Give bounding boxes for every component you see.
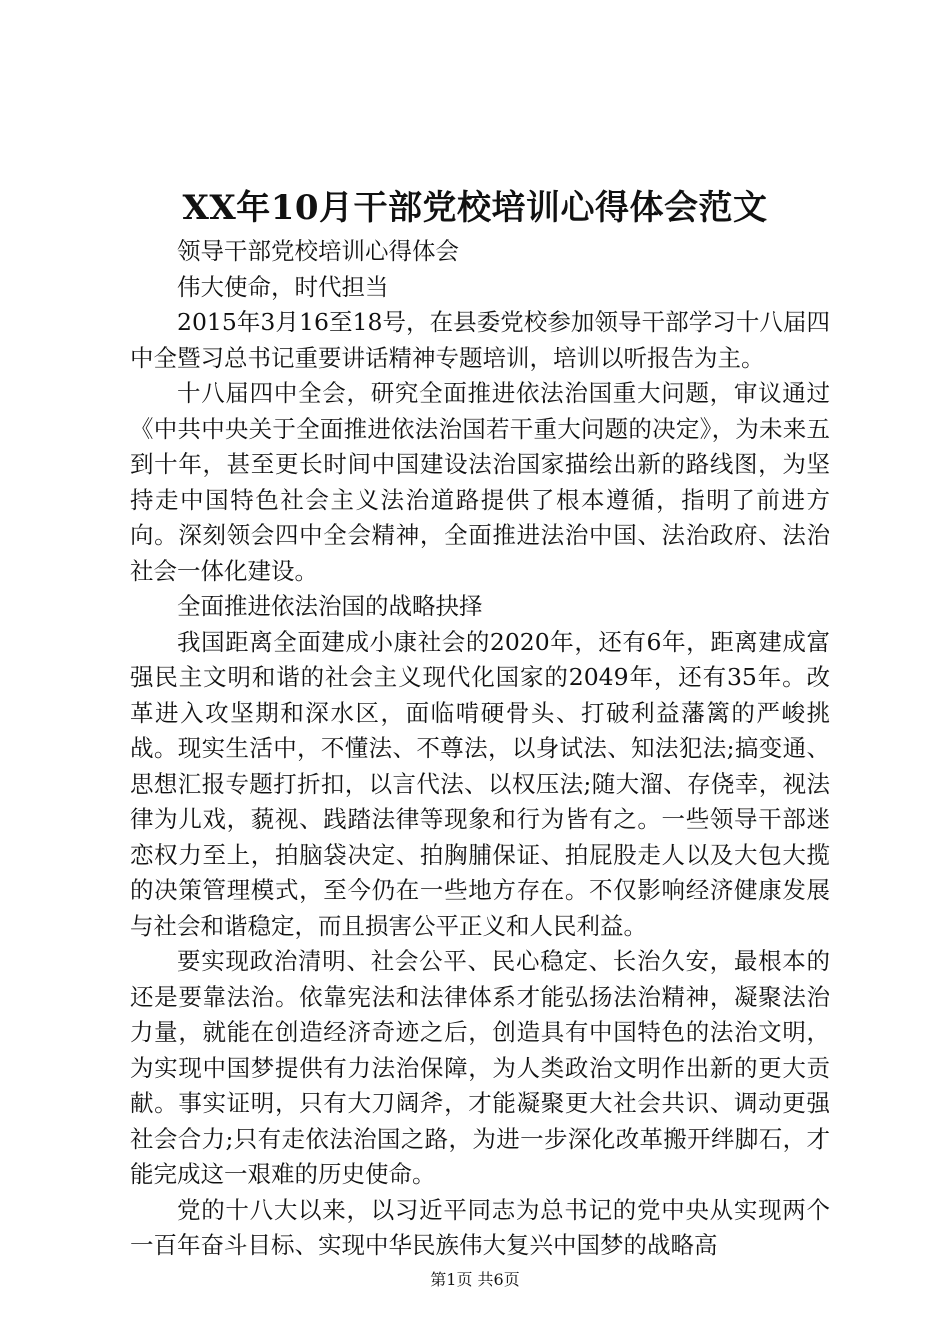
paragraph-heading: 全面推进依法治国的战略抉择	[177, 592, 483, 620]
document-title: XX年10月干部党校培训心得体会范文	[182, 188, 768, 228]
paragraph: 2015年3月16至18号，在县委党校参加领导干部学习十八届四中全暨习总书记重要讲话精神专题培训，培训以听报告为主。	[130, 308, 830, 372]
paragraph: 党的十八大以来，以习近平同志为总书记的党中央从实现两个一百年奋斗目标、实现中华民族伟大复兴中国梦的战略高	[130, 1195, 830, 1259]
paragraph-subtitle: 领导干部党校培训心得体会	[177, 237, 459, 265]
paragraph-heading: 伟大使命，时代担当	[177, 272, 389, 301]
paragraph: 要实现政治清明、社会公平、民心稳定、长治久安，最根本的还是要靠法治。依靠宪法和法律体系才能弘扬法治精神，凝聚法治力量，就能在创造经济奇迹之后，创造具有中国特色的法治文明，为实现中国梦提供有力法治保障，为人类政治文明作出新的更大贡献。事实证明，只有大刀阔斧，才能凝聚更大社会共识、调动更强社会合力;只有走依法治国之路，为进一步深化改革搬开绊脚石，才能完成这一艰难的历史使命。	[130, 947, 830, 1188]
document-body	[130, 234, 830, 1264]
page-footer: 第1页 共6页	[430, 1270, 520, 1289]
paragraph: 十八届四中全会，研究全面推进依法治国重大问题，审议通过《中共中央关于全面推进依法治国若干重大问题的决定》，为未来五到十年，甚至更长时间中国建设法治国家描绘出新的路线图，为坚持走中国特色社会主义法治道路提供了根本遵循，指明了前进方向。深刻领会四中全会精神，全面推进法治中国、法治政府、法治社会一体化建设。	[130, 379, 830, 585]
paragraph: 我国距离全面建成小康社会的2020年，还有6年，距离建成富强民主文明和谐的社会主义现代化国家的2049年，还有35年。改革进入攻坚期和深水区，面临啃硬骨头、打破利益藩篱的严峻挑战。现实生活中，不懂法、不尊法，以身试法、知法犯法;搞变通、思想汇报专题打折扣，以言代法、以权压法;随大溜、存侥幸，视法律为儿戏，藐视、践踏法律等现象和行为皆有之。一些领导干部迷恋权力至上，拍脑袋决定、拍胸脯保证、拍屁股走人以及大包大揽的决策管理模式，至今仍在一些地方存在。不仅影响经济健康发展与社会和谐稳定，而且损害公平正义和人民利益。	[130, 627, 830, 940]
